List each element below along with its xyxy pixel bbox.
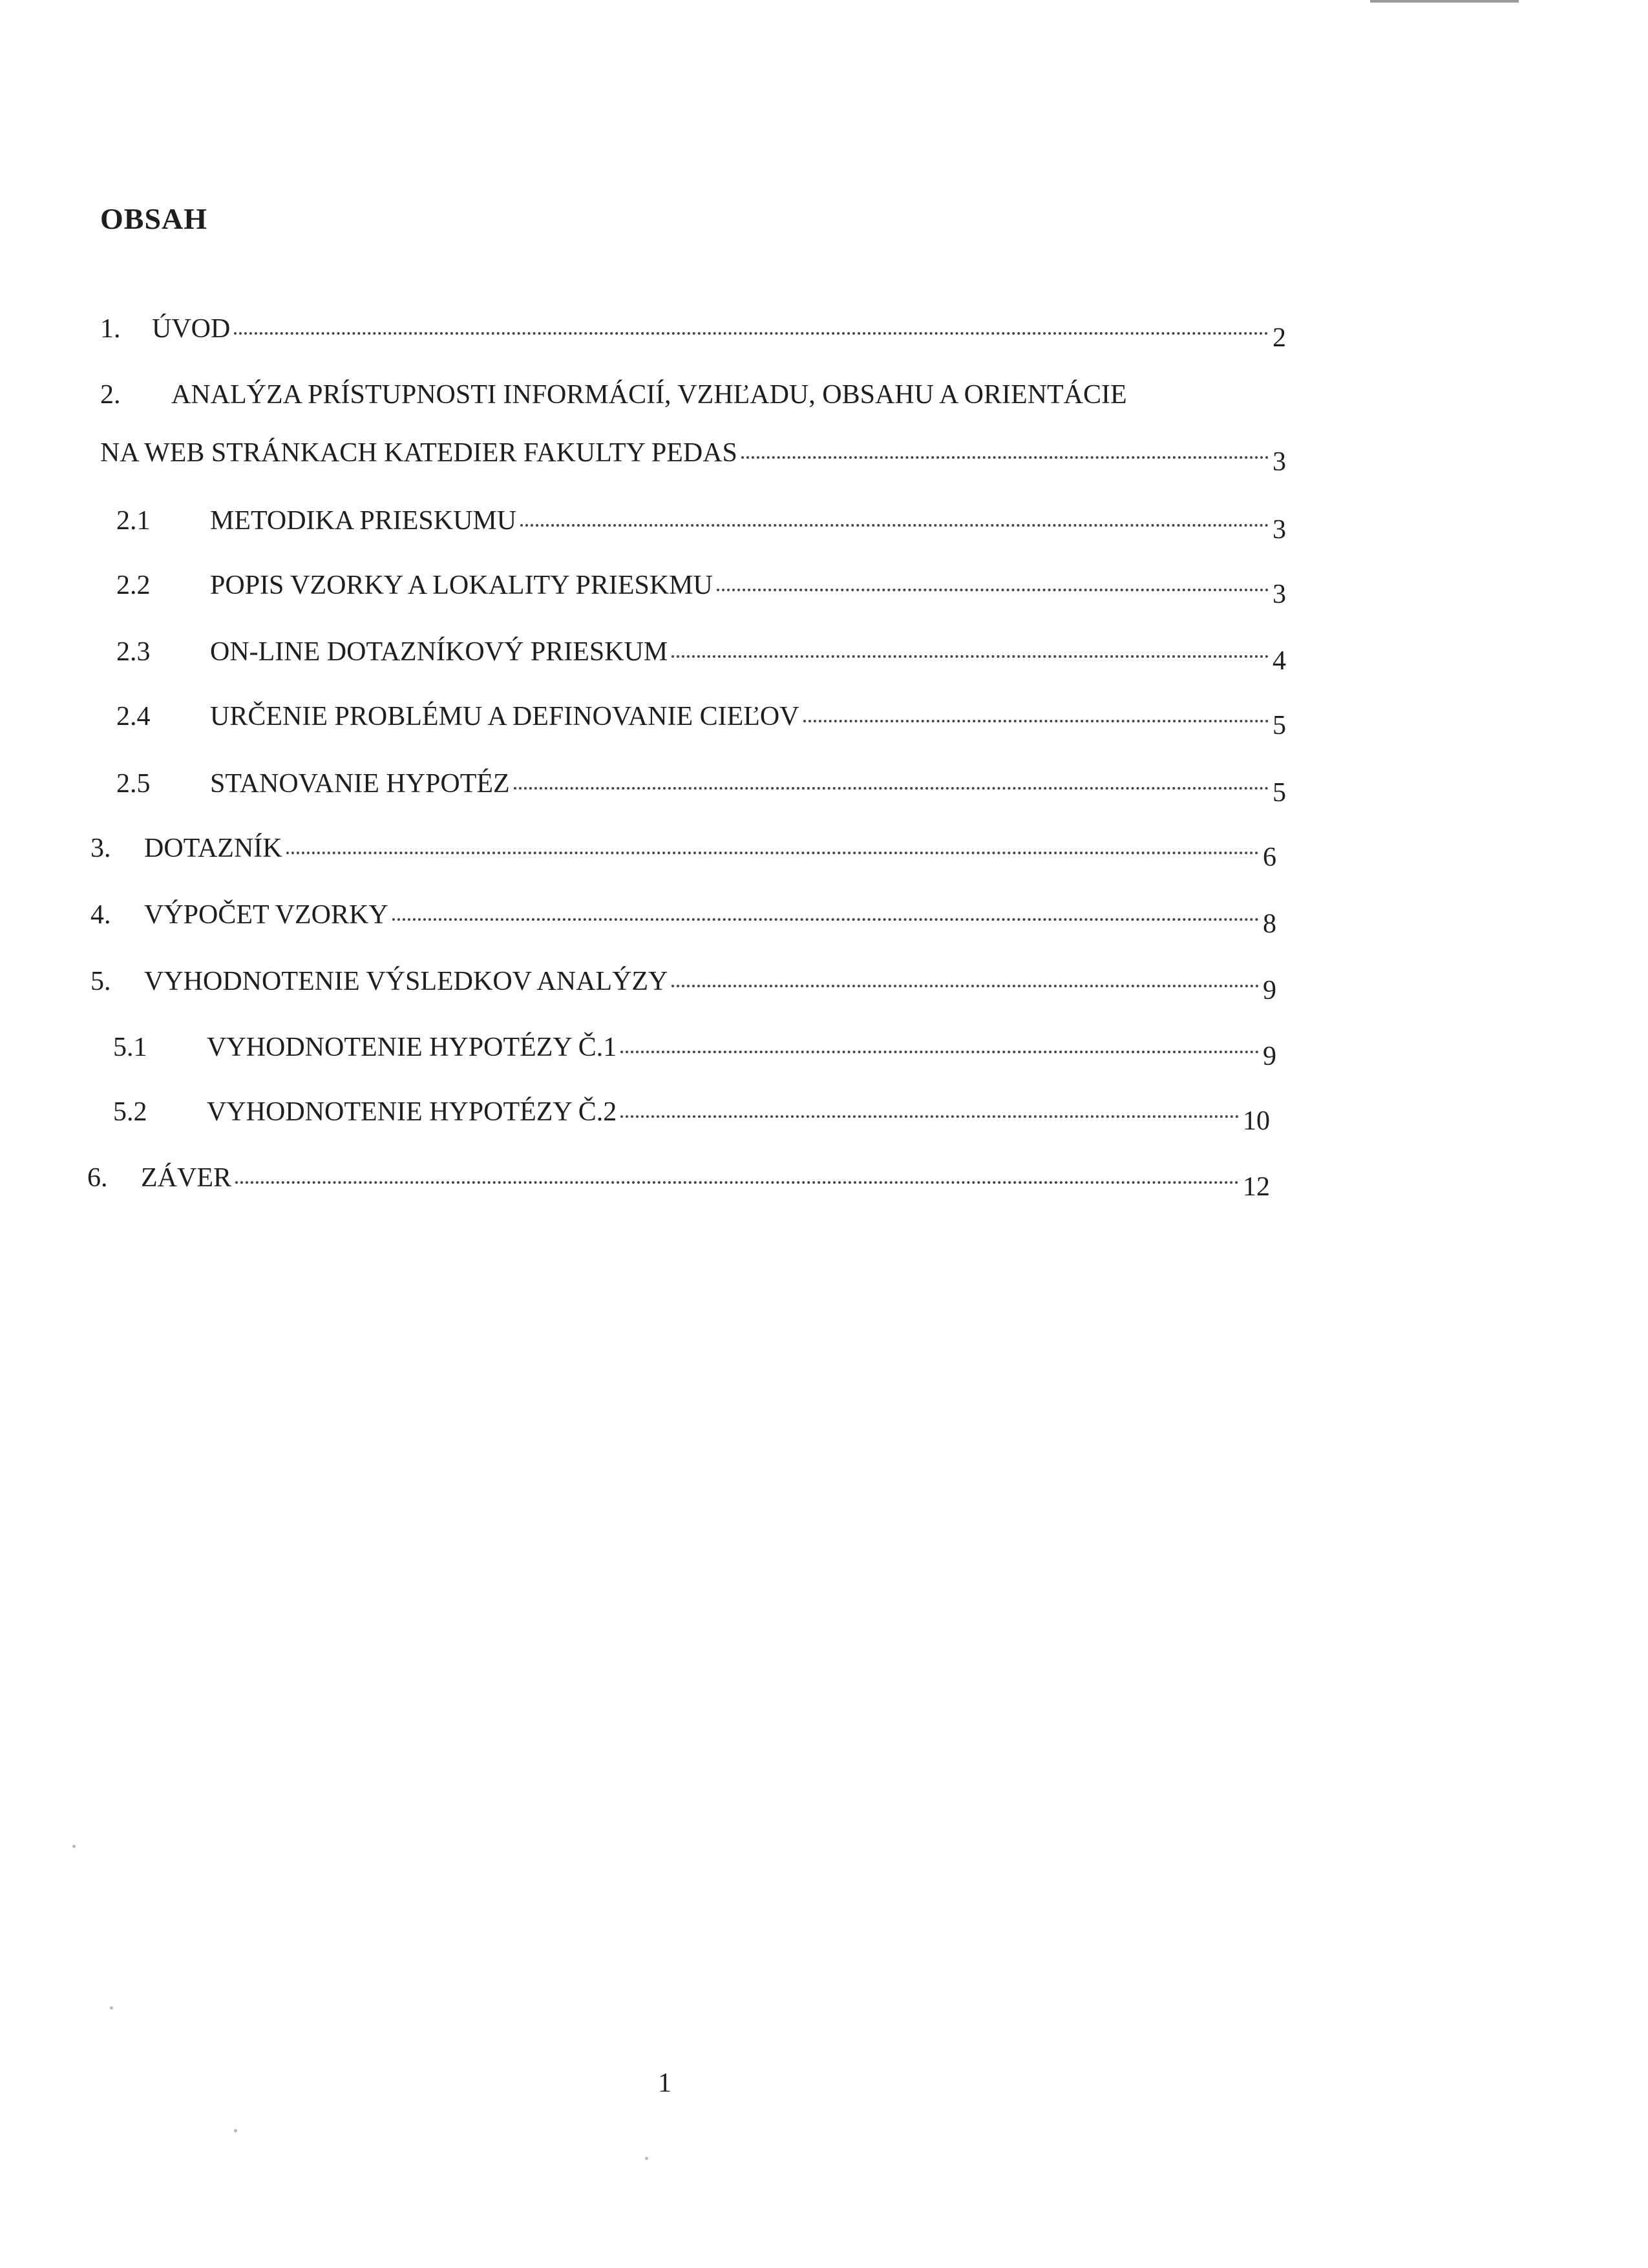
- toc-dot-leader: [717, 589, 1269, 591]
- scan-edge-line: [1370, 0, 1519, 3]
- toc-dot-leader: [671, 655, 1269, 658]
- toc-dot-leader: [671, 985, 1259, 987]
- toc-entry-metodika[interactable]: [116, 506, 1286, 545]
- toc-entry-number: 2.4: [116, 702, 151, 731]
- toc-entry-page: 5: [1273, 778, 1286, 808]
- toc-dot-leader: [235, 1181, 1239, 1184]
- toc-dot-leader: [514, 787, 1269, 790]
- scan-speck: [110, 2006, 113, 2010]
- toc-dot-leader: [620, 1115, 1239, 1118]
- toc-entry-page: 3: [1273, 447, 1286, 477]
- toc-entry-page: 6: [1263, 843, 1276, 872]
- toc-entry-page: 12: [1243, 1172, 1270, 1202]
- toc-entry-label: POPIS VZORKY A LOKALITY PRIESKMU: [210, 571, 713, 600]
- toc-entry-number: 2.5: [116, 769, 151, 799]
- toc-entry-vypocet-vzorky[interactable]: [90, 900, 1276, 939]
- toc-entry-vyhodnotenie-vysledkov[interactable]: [90, 967, 1276, 1005]
- toc-entry-hypoteza-1[interactable]: [113, 1033, 1276, 1071]
- toc-entry-number: 2.3: [116, 637, 151, 667]
- toc-entry-label: STANOVANIE HYPOTÉZ: [210, 769, 510, 799]
- toc-entry-number: 1.: [100, 314, 121, 344]
- toc-entry-label: VYHODNOTENIE HYPOTÉZY Č.1: [207, 1033, 617, 1062]
- toc-dot-leader: [520, 524, 1269, 527]
- toc-entry-analyza-line1[interactable]: [100, 381, 1127, 408]
- toc-entry-label: VYHODNOTENIE HYPOTÉZY Č.2: [207, 1097, 617, 1127]
- scan-speck: [645, 2157, 648, 2160]
- toc-entry-label: VYHODNOTENIE VÝSLEDKOV ANALÝZY: [144, 967, 668, 996]
- toc-entry-number: 3.: [90, 834, 111, 863]
- toc-entry-label: VÝPOČET VZORKY: [144, 900, 388, 930]
- toc-dot-leader: [741, 456, 1269, 459]
- toc-entry-popis-vzorky[interactable]: [116, 571, 1286, 609]
- toc-entry-analyza-line2[interactable]: [100, 438, 1286, 477]
- toc-entry-number: 2.2: [116, 571, 151, 600]
- toc-entry-label: DOTAZNÍK: [144, 834, 282, 863]
- toc-entry-number: 2.: [100, 380, 121, 410]
- toc-heading: OBSAH: [100, 202, 208, 235]
- toc-dot-leader: [392, 918, 1259, 921]
- toc-entry-number: 6.: [87, 1163, 108, 1193]
- toc-entry-uvod[interactable]: [100, 314, 1286, 353]
- scan-speck: [234, 2129, 237, 2132]
- toc-entry-page: 2: [1273, 323, 1286, 353]
- toc-entry-number: 5.2: [113, 1097, 147, 1127]
- toc-entry-label: ÚVOD: [152, 314, 231, 344]
- toc-dot-leader: [620, 1051, 1259, 1053]
- toc-entry-number: 2.1: [116, 506, 151, 536]
- toc-entry-number: 5.1: [113, 1033, 147, 1062]
- toc-entry-page: 5: [1273, 711, 1286, 740]
- scan-speck: [72, 1845, 76, 1848]
- toc-dot-leader: [234, 332, 1269, 335]
- toc-entry-page: 3: [1273, 580, 1286, 609]
- toc-entry-hypoteza-2[interactable]: [113, 1097, 1270, 1136]
- toc-entry-label: ON-LINE DOTAZNÍKOVÝ PRIESKUM: [210, 637, 668, 667]
- toc-entry-urcenie-problemu[interactable]: [116, 702, 1286, 740]
- toc-entry-page: 10: [1243, 1106, 1270, 1136]
- toc-entry-page: 4: [1273, 646, 1286, 676]
- toc-entry-page: 9: [1263, 976, 1276, 1005]
- toc-entry-number: 5.: [90, 967, 111, 996]
- toc-entry-number: 4.: [90, 900, 111, 930]
- toc-entry-label: URČENIE PROBLÉMU A DEFINOVANIE CIEĽOV: [210, 702, 799, 731]
- toc-dot-leader: [803, 720, 1269, 722]
- toc-entry-stanovanie-hypotez[interactable]: [116, 769, 1286, 808]
- toc-entry-page: 3: [1273, 515, 1286, 545]
- toc-entry-label: ZÁVER: [141, 1163, 231, 1193]
- toc-entry-page: 9: [1263, 1042, 1276, 1071]
- toc-entry-label: METODIKA PRIESKUMU: [210, 506, 517, 536]
- toc-dot-leader: [286, 852, 1259, 854]
- toc-entry-online-dotaznik[interactable]: [116, 637, 1286, 676]
- toc-entry-page: 8: [1263, 909, 1276, 939]
- toc-entry-label: NA WEB STRÁNKACH KATEDIER FAKULTY PEDAS: [100, 438, 737, 468]
- page-number: 1: [658, 2068, 671, 2098]
- toc-entry-label: ANALÝZA PRÍSTUPNOSTI INFORMÁCIÍ, VZHĽADU, OBSAHU A ORIENTÁCIE: [171, 380, 1127, 410]
- toc-entry-zaver[interactable]: [87, 1163, 1270, 1202]
- toc-entry-dotaznik[interactable]: [90, 834, 1276, 872]
